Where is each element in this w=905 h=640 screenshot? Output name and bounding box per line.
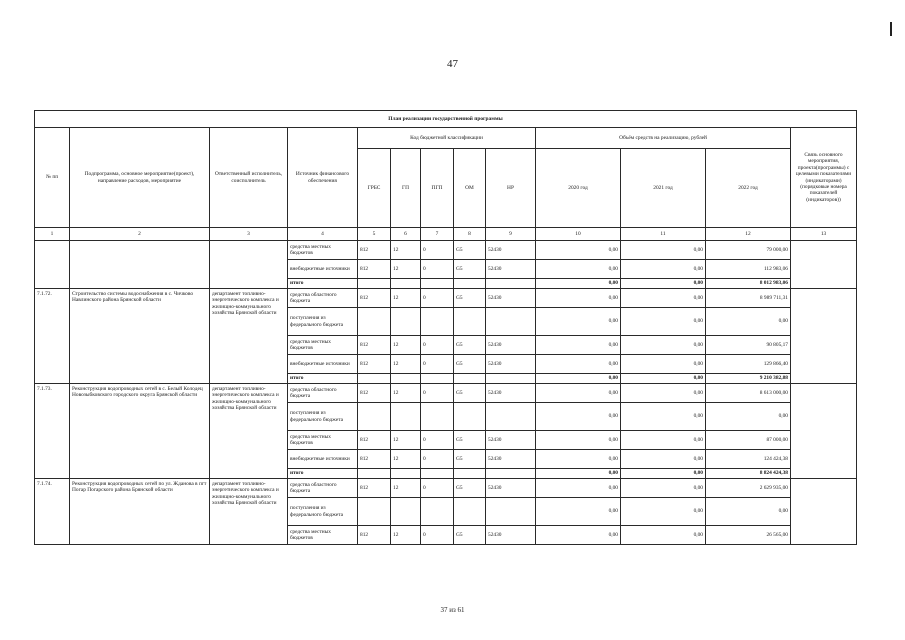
code-om: G5 (454, 450, 486, 469)
code-pgp: 0 (421, 384, 454, 403)
code-om: G5 (454, 355, 486, 374)
total-2021: 0,00 (621, 469, 706, 479)
amount-2020: 0,00 (536, 431, 621, 450)
code-om: G5 (454, 260, 486, 279)
code-grbs: 812 (358, 241, 391, 260)
amount-2020: 0,00 (536, 336, 621, 355)
source-extrabudgetary: внебюджетные источники (288, 355, 358, 374)
code-gp: 12 (391, 450, 421, 469)
code-om: G5 (454, 431, 486, 450)
amount-2022: 112 983,06 (706, 260, 791, 279)
code-pgp: 0 (421, 336, 454, 355)
column-number: 11 (621, 228, 706, 241)
source-federal: поступления из федерального бюджета (288, 498, 358, 526)
amount-2021: 0,00 (621, 308, 706, 336)
scan-edge-mark (890, 22, 892, 36)
code-np: 52430 (486, 260, 536, 279)
total-2022: 8 012 983,06 (706, 279, 791, 289)
amount-2020: 0,00 (536, 241, 621, 260)
amount-2022: 8 613 000,00 (706, 384, 791, 403)
code-om: G5 (454, 289, 486, 308)
code-grbs: 812 (358, 336, 391, 355)
column-number: 5 (358, 228, 391, 241)
total-2022: 9 210 382,88 (706, 374, 791, 384)
code-np: 52430 (486, 241, 536, 260)
code-np: 52430 (486, 479, 536, 498)
item-responsible: департамент топливно-энергетического комплекса и жилищно-коммунального хозяйства Брянской области (210, 289, 288, 384)
amount-2020: 0,00 (536, 355, 621, 374)
header-funds-volume: Объём средств на реализацию, рублей (536, 128, 791, 149)
total-2021: 0,00 (621, 374, 706, 384)
amount-2022: 90 805,17 (706, 336, 791, 355)
code-grbs: 812 (358, 289, 391, 308)
header-budget-code: Код бюджетной классификации (358, 128, 536, 149)
code-grbs: 812 (358, 431, 391, 450)
amount-2020: 0,00 (536, 450, 621, 469)
total-2020: 0,00 (536, 469, 621, 479)
source-federal: поступления из федерального бюджета (288, 403, 358, 431)
amount-2022: 87 000,00 (706, 431, 791, 450)
table-row (35, 241, 857, 260)
total-2022: 8 824 424,38 (706, 469, 791, 479)
code-pgp: 0 (421, 479, 454, 498)
amount-2020: 0,00 (536, 308, 621, 336)
header-indicator-link: Связь основного мероприятия, проекта(программы) с целевыми показателями (индикаторами) (порядковые номера показателей (индикаторов)) (791, 128, 857, 228)
indicator-link-cell (791, 289, 857, 384)
amount-2020: 0,00 (536, 498, 621, 526)
code-gp: 12 (391, 384, 421, 403)
source-local: средства местных бюджетов (288, 431, 358, 450)
indicator-link-cell (791, 241, 857, 289)
header-np: НР (486, 149, 536, 228)
amount-2022: 79 000,00 (706, 241, 791, 260)
amount-2021: 0,00 (621, 431, 706, 450)
code-pgp: 0 (421, 289, 454, 308)
column-number: 12 (706, 228, 791, 241)
total-2020: 0,00 (536, 374, 621, 384)
code-np: 52430 (486, 384, 536, 403)
cont-resp-cell (210, 241, 288, 289)
code-pgp: 0 (421, 450, 454, 469)
source-regional: средства областного бюджета (288, 479, 358, 498)
code-gp: 12 (391, 336, 421, 355)
item-name: Реконструкция водопроводных сетей в с. Белый Колодец Новозыбковского городского округа Брянской области (70, 384, 210, 479)
code-grbs: 812 (358, 450, 391, 469)
item-name: Строительство системы водоснабжения в с. Чичково Навлинского района Брянской области (70, 289, 210, 384)
amount-2020: 0,00 (536, 260, 621, 279)
code-gp: 12 (391, 241, 421, 260)
source-local: средства местных бюджетов (288, 241, 358, 260)
item-number: 7.1.72. (35, 289, 70, 384)
amount-2020: 0,00 (536, 479, 621, 498)
code-pgp: 0 (421, 260, 454, 279)
code-np: 52430 (486, 450, 536, 469)
header-year-2020: 2020 год (536, 149, 621, 228)
amount-2022: 129 866,40 (706, 355, 791, 374)
code-grbs: 812 (358, 260, 391, 279)
amount-2020: 0,00 (536, 289, 621, 308)
table-row (35, 384, 857, 403)
amount-2022: 8 989 711,31 (706, 289, 791, 308)
amount-2021: 0,00 (621, 289, 706, 308)
header-source: Источник финансового обеспечения (288, 128, 358, 228)
header-pgp: ПГП (421, 149, 454, 228)
item-number: 7.1.73. (35, 384, 70, 479)
code-om: G5 (454, 241, 486, 260)
source-extrabudgetary: внебюджетные источники (288, 260, 358, 279)
amount-2022: 26 565,00 (706, 526, 791, 545)
amount-2021: 0,00 (621, 450, 706, 469)
amount-2022: 124 424,38 (706, 450, 791, 469)
item-name: Реконструкция водопроводных сетей по ул. Жданова в пгт Погар Погарского района Брянской области (70, 479, 210, 545)
item-responsible: департамент топливно-энергетического комплекса и жилищно-коммунального хозяйства Брянской области (210, 479, 288, 545)
amount-2021: 0,00 (621, 384, 706, 403)
header-gp: ГП (391, 149, 421, 228)
amount-2020: 0,00 (536, 526, 621, 545)
source-local: средства местных бюджетов (288, 336, 358, 355)
code-pgp: 0 (421, 526, 454, 545)
code-np: 52430 (486, 526, 536, 545)
amount-2022: 2 629 935,00 (706, 479, 791, 498)
amount-2022: 0,00 (706, 403, 791, 431)
code-np: 52430 (486, 336, 536, 355)
source-total: итого (288, 374, 358, 384)
code-om: G5 (454, 479, 486, 498)
cont-name-cell (70, 241, 210, 289)
column-number: 1 (35, 228, 70, 241)
indicator-link-cell (791, 479, 857, 545)
item-responsible: департамент топливно-энергетического комплекса и жилищно-коммунального хозяйства Брянской области (210, 384, 288, 479)
column-number: 2 (70, 228, 210, 241)
header-responsible: Ответственный исполнитель, соисполнитель (210, 128, 288, 228)
amount-2022: 0,00 (706, 308, 791, 336)
table-row (35, 289, 857, 308)
amount-2021: 0,00 (621, 526, 706, 545)
code-grbs: 812 (358, 526, 391, 545)
code-pgp: 0 (421, 355, 454, 374)
amount-2020: 0,00 (536, 403, 621, 431)
amount-2021: 0,00 (621, 260, 706, 279)
cont-no-cell (35, 241, 70, 289)
header-year-2022: 2022 год (706, 149, 791, 228)
column-number: 9 (486, 228, 536, 241)
header-year-2021: 2021 год (621, 149, 706, 228)
total-2021: 0,00 (621, 279, 706, 289)
code-np: 52430 (486, 431, 536, 450)
program-plan-table (34, 110, 857, 545)
source-local: средства местных бюджетов (288, 526, 358, 545)
column-number: 13 (791, 228, 857, 241)
column-number: 7 (421, 228, 454, 241)
header-subprogram: Подпрограмма, основное мероприятие(проект), направление расходов, мероприятие (70, 128, 210, 228)
amount-2021: 0,00 (621, 498, 706, 526)
code-om: G5 (454, 336, 486, 355)
column-number: 8 (454, 228, 486, 241)
source-extrabudgetary: внебюджетные источники (288, 450, 358, 469)
column-number: 4 (288, 228, 358, 241)
source-total: итого (288, 279, 358, 289)
table-caption: План реализации государственной программы (35, 111, 857, 128)
code-gp: 12 (391, 289, 421, 308)
page-number: 47 (447, 58, 458, 70)
column-number: 10 (536, 228, 621, 241)
code-np: 52430 (486, 289, 536, 308)
amount-2022: 0,00 (706, 498, 791, 526)
code-pgp: 0 (421, 431, 454, 450)
code-grbs: 812 (358, 384, 391, 403)
amount-2021: 0,00 (621, 336, 706, 355)
table-row (35, 479, 857, 498)
page-footer: 37 из 61 (440, 606, 465, 614)
code-np: 52430 (486, 355, 536, 374)
code-pgp: 0 (421, 241, 454, 260)
total-2020: 0,00 (536, 279, 621, 289)
code-gp: 12 (391, 431, 421, 450)
column-numbers-row (35, 228, 857, 241)
code-om: G5 (454, 526, 486, 545)
code-gp: 12 (391, 355, 421, 374)
source-total: итого (288, 469, 358, 479)
table-caption-row (35, 111, 857, 128)
code-gp: 12 (391, 479, 421, 498)
code-gp: 12 (391, 260, 421, 279)
amount-2020: 0,00 (536, 384, 621, 403)
item-number: 7.1.74. (35, 479, 70, 545)
code-grbs: 812 (358, 479, 391, 498)
indicator-link-cell (791, 384, 857, 479)
code-om: G5 (454, 384, 486, 403)
amount-2021: 0,00 (621, 403, 706, 431)
header-grbs: ГРБС (358, 149, 391, 228)
header-om: ОМ (454, 149, 486, 228)
code-gp: 12 (391, 526, 421, 545)
amount-2021: 0,00 (621, 355, 706, 374)
column-number: 6 (391, 228, 421, 241)
source-regional: средства областного бюджета (288, 384, 358, 403)
column-number: 3 (210, 228, 288, 241)
source-federal: поступления из федерального бюджета (288, 308, 358, 336)
amount-2021: 0,00 (621, 479, 706, 498)
amount-2021: 0,00 (621, 241, 706, 260)
source-regional: средства областного бюджета (288, 289, 358, 308)
code-grbs: 812 (358, 355, 391, 374)
header-row (35, 128, 857, 149)
header-no: № пп (35, 128, 70, 228)
